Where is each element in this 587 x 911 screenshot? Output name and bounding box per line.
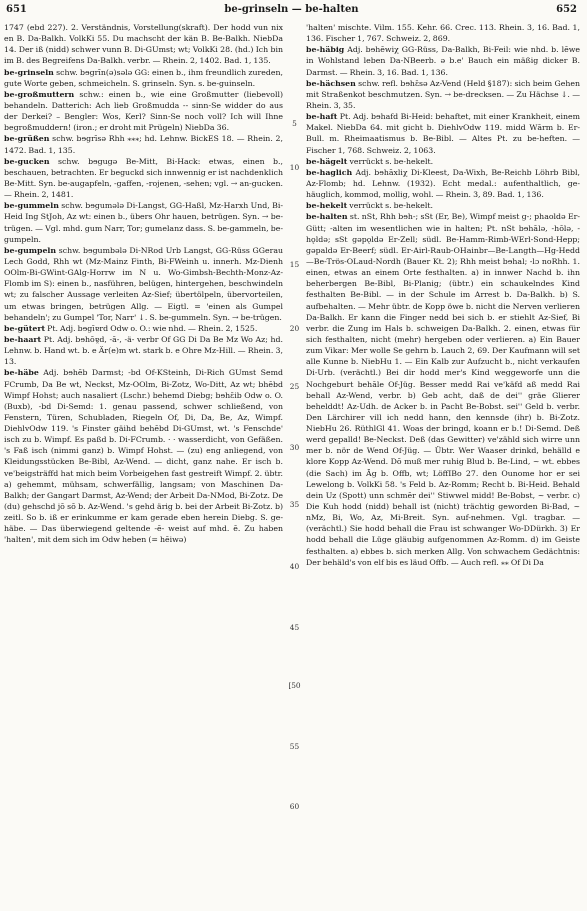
headword: be-häbig (306, 45, 345, 55)
headword: be-großmuttern (4, 89, 75, 99)
line-number-gutter (283, 22, 306, 901)
headword: be-halten (306, 212, 348, 222)
page-number-left: 651 (6, 4, 27, 15)
entry-be-guetert: be-gütert Pt. Adj. bɘgīɐrd Odw o. O.: wie nhd. — Rhein. 2, 1525. (4, 323, 258, 333)
left-column (4, 22, 283, 901)
line-number: 20 (289, 324, 300, 333)
headword: be-grinseln (4, 67, 54, 77)
right-column (306, 22, 580, 901)
line-number: 10 (289, 163, 300, 172)
headword: be-haart (4, 334, 42, 344)
entry-be-haegelt: be-hägelt verrückt s. be-hekelt. (306, 156, 434, 166)
entry-be-gumpeln: be-gumpeln schw. bɘgumbǝlǝ Di-NRod Urb Langst, GG-Rüss GGerau Lech Godd, Rhh wt (Mz-Mainz Finth, Bi-FWeinh u. innerh. Mz-Dienh OOlm-Bi-GWint-GAlg-Horrw im N u. Wo-Gimbsh-Bechth-Monz-Az-Flomb im S): einen b., nasführen, belügen, hintergehen, beschwindeln wt; zu falscher Aussage verleiten Az-Sief; übertölpeln, übervorteilen, um etwas bringen, betrügen Allg. — Eigtl. = 'einen als Gumpel behandeln'; zu Gumpel 'Tor, Narr' ↓. S. be-gummeln. Syn. → be-trügen. (4, 245, 283, 322)
headword: be-hekelt (306, 201, 348, 211)
entry-be-grossmuttern: be-großmuttern schw.: einen b., wie eine Großmutter (liebevoll) behandeln. Datterich: Ach lieb Großmudda -- sinn-Se widder do aus der Derkei? – Bengler: Wos, Kerl? Sinn-Se noch voll? Ich will Ihne begroßmuddern! (iron.; er droht mit Prügeln) NiebDa 36. (4, 89, 283, 133)
line-number: 35 (289, 500, 300, 509)
line-number: [50 (288, 681, 301, 690)
entry-be-haechsen: be-hächsen schw. refl. bɘhɛ̄sǝ Az-Vend (Held §187): sich beim Gehen mit Straßenkot beschmutzen. Syn. → be-drecksen. — Zu Hächse ↓. — Rhein. 3, 35. (306, 78, 580, 110)
entry-be-gummeln: be-gummeln schw. bɘgumǝlǝ Di-Langst, GG-Haßl, Mz-Harxh Und, Bi-Heid Ing StJoh, Az wt: einen b., übers Ohr hauen, betrügen. Syn. → be-trügen. — Vgl. mhd. gum Narr, Tor; gumelanz dass. S. be-gammeln, be-gumpeln. (4, 201, 283, 244)
line-number: 5 (292, 119, 297, 128)
entry-be-haft: be-haft Pt. Adj. bɘhafd Bi-Heid: behaftet, mit einer Krankheit, einem Makel. NiebDa 64. mit gicht b. DiehlvOdw 119. midd Wārm b. Er-Bull. m. Rheimaatismus b. Be-Bibl. — Altes Pt. zu be-heften. — Fischer 1, 768. Schweiz. 2, 1063. (306, 112, 580, 155)
line-number: 25 (289, 382, 300, 391)
headword: be-gütert (4, 323, 46, 333)
headword: be-gucken (4, 156, 50, 166)
entry-be-grinseln: be-grinseln schw. bɘgrīn(ǝ)sǝlǝ GG: einen b., ihm freundlich zureden, gute Worte geben, schmeicheln. S. grinseln. Syn. s. be-guinseln. (4, 67, 283, 88)
entry-be-gucken: be-gucken schw. bɘgugǝ Be-Mitt, Bi-Hack: etwas, einen b., beschauen, betrachten. Er beguckd sich innwennig er ist nachdenklich Be-Mitt. Syn. be-augapfeln, -gaffen, -rojenen, -sehen; vgl. → an-gucken. — Rhein. 2, 1481. (4, 156, 283, 200)
entry-be-haglich: be-haglich Adj. bɘhāxliχ Di-Kleest, Da-Wixh, Be-Reichb Löhrb Bibl, Az-Flomb; hd. Lehnw. (1932). Echt medal.: aufenthaltlich, ge-häuglich, kommod, mollig, wohl. — Rhein. 3, 89. Bad. 1, 136. (306, 167, 580, 200)
entry-be-gruessen: be-grüßen schw. bɘgrīsǝ Rhh ⁎⁎⁎; hd. Lehnw. BickES 18. — Rhein. 2, 1472. Bad. 1, 135. (4, 134, 283, 155)
line-number: 15 (289, 260, 300, 269)
line-number: 45 (289, 623, 300, 632)
headword: be-hächsen (306, 78, 356, 88)
headword: be-haglich (306, 167, 353, 177)
entry-be-haebe: be-häbe Adj. bɘhēb Darmst; -bd Of-KSteinh, Di-Rich GUmst Semd FCrumb, Da Be wt, Neckst, Mz-OOlm, Bi-Zotz, Wo-Ditt, Az wt; bhēbd Wimpf Hohst; auch nasaliert (Lschr.) behemd Diebg; bɘhɛ̄ib Odw o. O. (Buxb), -bd Di-Semd: 1. genau passend, schwer schließend, von Fenstern, Türen, Schubladen, Riegeln Of, Di, Da, Be, Az, Wimpf. DiehlvOdw 119. 's Finster gäihd behēbd Di-GUmst, wt. 's Fenschde' isch zu b. Wimpf. Es paßd b. Di-FCrumb. · · wasserdicht, von Gefäßen. 's Faß isch (nimmi ganz) b. Wimpf Hohst. — (zu) eng anliegend, von Kleidungsstücken Be-Bibl, Az-Wend. — dicht, ganz nahe. Er isch b. ve'beigsträffd hat mich beim Vorbeigehen fast gestreift Wimpf. 2. übtr. a) gehemmt, mühsam, schwerfällig, langsam; von Maschinen Da-Balkh; der Gangart Darmst, Az-Wend; der Arbeit Da-NMod, Bi-Zotz. De (du) gehschd jō sō b. Az-Wend. 's gehd ärig b. bei der Arbeit Bi-Zotz. b) zeitl. So b. iß er erinkumme er kam gerade eben herein Diebg. S. ge-häbe. — Das überwiegend geltende -ē- weist auf mhd. ē. Zu haben 'halten', mit dem sich im Odw heben (= hēiwǝ) (4, 368, 283, 545)
headword: be-hägelt (306, 156, 348, 166)
entry-be-hekelt: be-hekelt verrückt s. be-hekelt. (306, 201, 433, 211)
headword: be-gummeln (4, 201, 59, 211)
headword: be-gumpeln (4, 245, 57, 255)
entry-continuation: 1747 (ebd 227). 2. Verständnis, Vorstellung(skraft). Der hodd vun nix en B. Da-Balkh. VolkKi 55. Du machscht der kän B. Be-Balkh. NiebDa 14. Der iß (nidd) schwer vunn B. Di-GUmst; wt; VolkKi 28. (hd.) Ich bin im B. des Begreifens Da-Balkh. verbr. — Rhein. 2, 1402. Bad. 1, 135. (4, 23, 283, 66)
entry-be-haebig: be-häbig Adj. bɘhēwiχ GG-Rüss, Da-Balkh, Bi-Feil: wie nhd. b. lēwe in Wohlstand leben Da-NBeerb. ə b.e' Bauch ein mäßig dicker B. Darmst. — Rhein. 3, 16. Bad. 1, 136. (306, 45, 580, 77)
line-number: 60 (289, 802, 300, 811)
entry-be-haart: be-haart Pt. Adj. bɘhōɐ̯d, -ā-, -ä- verbr Of GG Di Da Be Mz Wo Az; hd. Lehnw. b. Hand wt. b. e Är(e)m wt. stark b. e Ohre Mz-Hill. — Rhein. 3, 13. (4, 334, 283, 367)
headword: be-häbe (4, 368, 39, 378)
entry-be-halten: be-halten st. nSt, Rhh bɘh-; sSt (Er, Be), Wimpf meist ɡ-; phaoldǝ Er-Gütt; -alten im wesentlichen wie in halten; Pt. nSt bɘhālǝ, -hōlǝ, -hǫldǝ; sSt ɡǝpǫldǝ Er-Zell; südl. Be-Hamm-Rimb-WErl-Sond-Hepp; ɡǝpaldǝ Er-Beerf; südl. Er-Airl-Raub-OHainbr—Be-Langth—Hg-Hedd—Be-Trös-OLaud-Nordh (Bauer Kt. 2); Rhh meist bɘhal; -lɔ noRhh. 1. einen, etwas an einem Orte festhalten. a) in innwer Nachd b. ihn beherbergen Be-Bibl, Bi-Planig; (übtr.) ein schaukelndes Kind festhalten Be-Bibl. — in der Schule im Arrest b. Da-Balkh. b) S. aufbehalten. — Mehr übtr. de Kopp öwe b. nicht die Nerven verlieren Da-Balkh. Er kann die Finger nedd bei sich b. er stiehlt Az-Sief, Bi verbr. die Zung im Hals b. schweigen Da-Balkh. 2. einen, etwas für sich festhalten, nicht (mehr) hergeben oder verlieren. a) Ein Bauer zum Vikar: Mer wolle Se gehrn b. Lauch 2, 69. Der Kaufmann will set alle Kunne b. NiebHu 1. — Ein Kalb zur Aufzucht b., nicht verkaufen Di-Urb. (verächtl.) Bei dir hodd mer's Kind weggeworfe unn die Nochgeburt behāle Of-Jüg. Besser medd Rai ve'käfd aß medd Rai behall Az-Wend, verbr. b) Geb acht, daß de dei'' gräe Glierer behelddt! Az-Udh. de Acker b. in Pacht Be-Bobst. sei'' Geld b. verbr. Den Lärchirer vill ich nedd hann, den kennsde (ihr) b. Bi-Zotz. NiebHu 26. RüthlGl 41. Woas der bringd, koann er b.! Di-Semd. Deß werd gepalld! Be-Neckst. Deß (das Gewitter) ve'zähld sich wirre unn mer b. nör de Wend Of-Jüg. — Übtr. Wer Waaser drinkd, behälld e klore Kopp Az-Wend. Dō muß mer ruhig Blud b. Be-Lind, ~ wt. ebbes (die Sach) im Āg b. Offb, wt; LöffIBo 27. den Ounome hor er sei Lewelong b. VolkKi 58. 's Feld b. Az-Romm; Recht b. Bi-Heid. Behald dein Uz (Spott) unn schmēr dei'' Stiwwel midd! Be-Bobst, ~ verbr. c) Die Kuh hodd (nidd) behall ist (nicht) trächtig geworden Bi-Bad, ~ nMz, Bi, Wo, Az, Mi-Breit. Syn. auf-nehmen. Vgl. tragbar. — (verächtl.) Sie hodd behall die Frau ist schwanger Wo-DDürkh. 3) Er hodd behall die Lüge gläubig aufgenommen Az-Romm. d) im Geiste festhalten. a) ebbes b. sich merken Allg. Von schwachem Gedächtnis: Der behäld's von elf bis es läud Offb. — Auch refl. ⁎⁎ Of Di Da (306, 212, 580, 567)
line-number: 40 (289, 562, 300, 571)
page-header (6, 4, 577, 20)
line-number: 30 (289, 443, 300, 452)
line-number: 55 (289, 742, 300, 751)
entry-continuation: 'halten' mischte. Vilm. 155. Kehr. 66. Crec. 113. Rhein. 3, 16. Bad. 1, 136. Fischer 1, 767. Schweiz. 2, 869. (306, 23, 580, 44)
headword: be-haft (306, 112, 338, 122)
headword: be-grüßen (4, 134, 50, 144)
running-title: be-grinseln — be-halten (224, 4, 359, 15)
page-number-right: 652 (556, 4, 577, 15)
